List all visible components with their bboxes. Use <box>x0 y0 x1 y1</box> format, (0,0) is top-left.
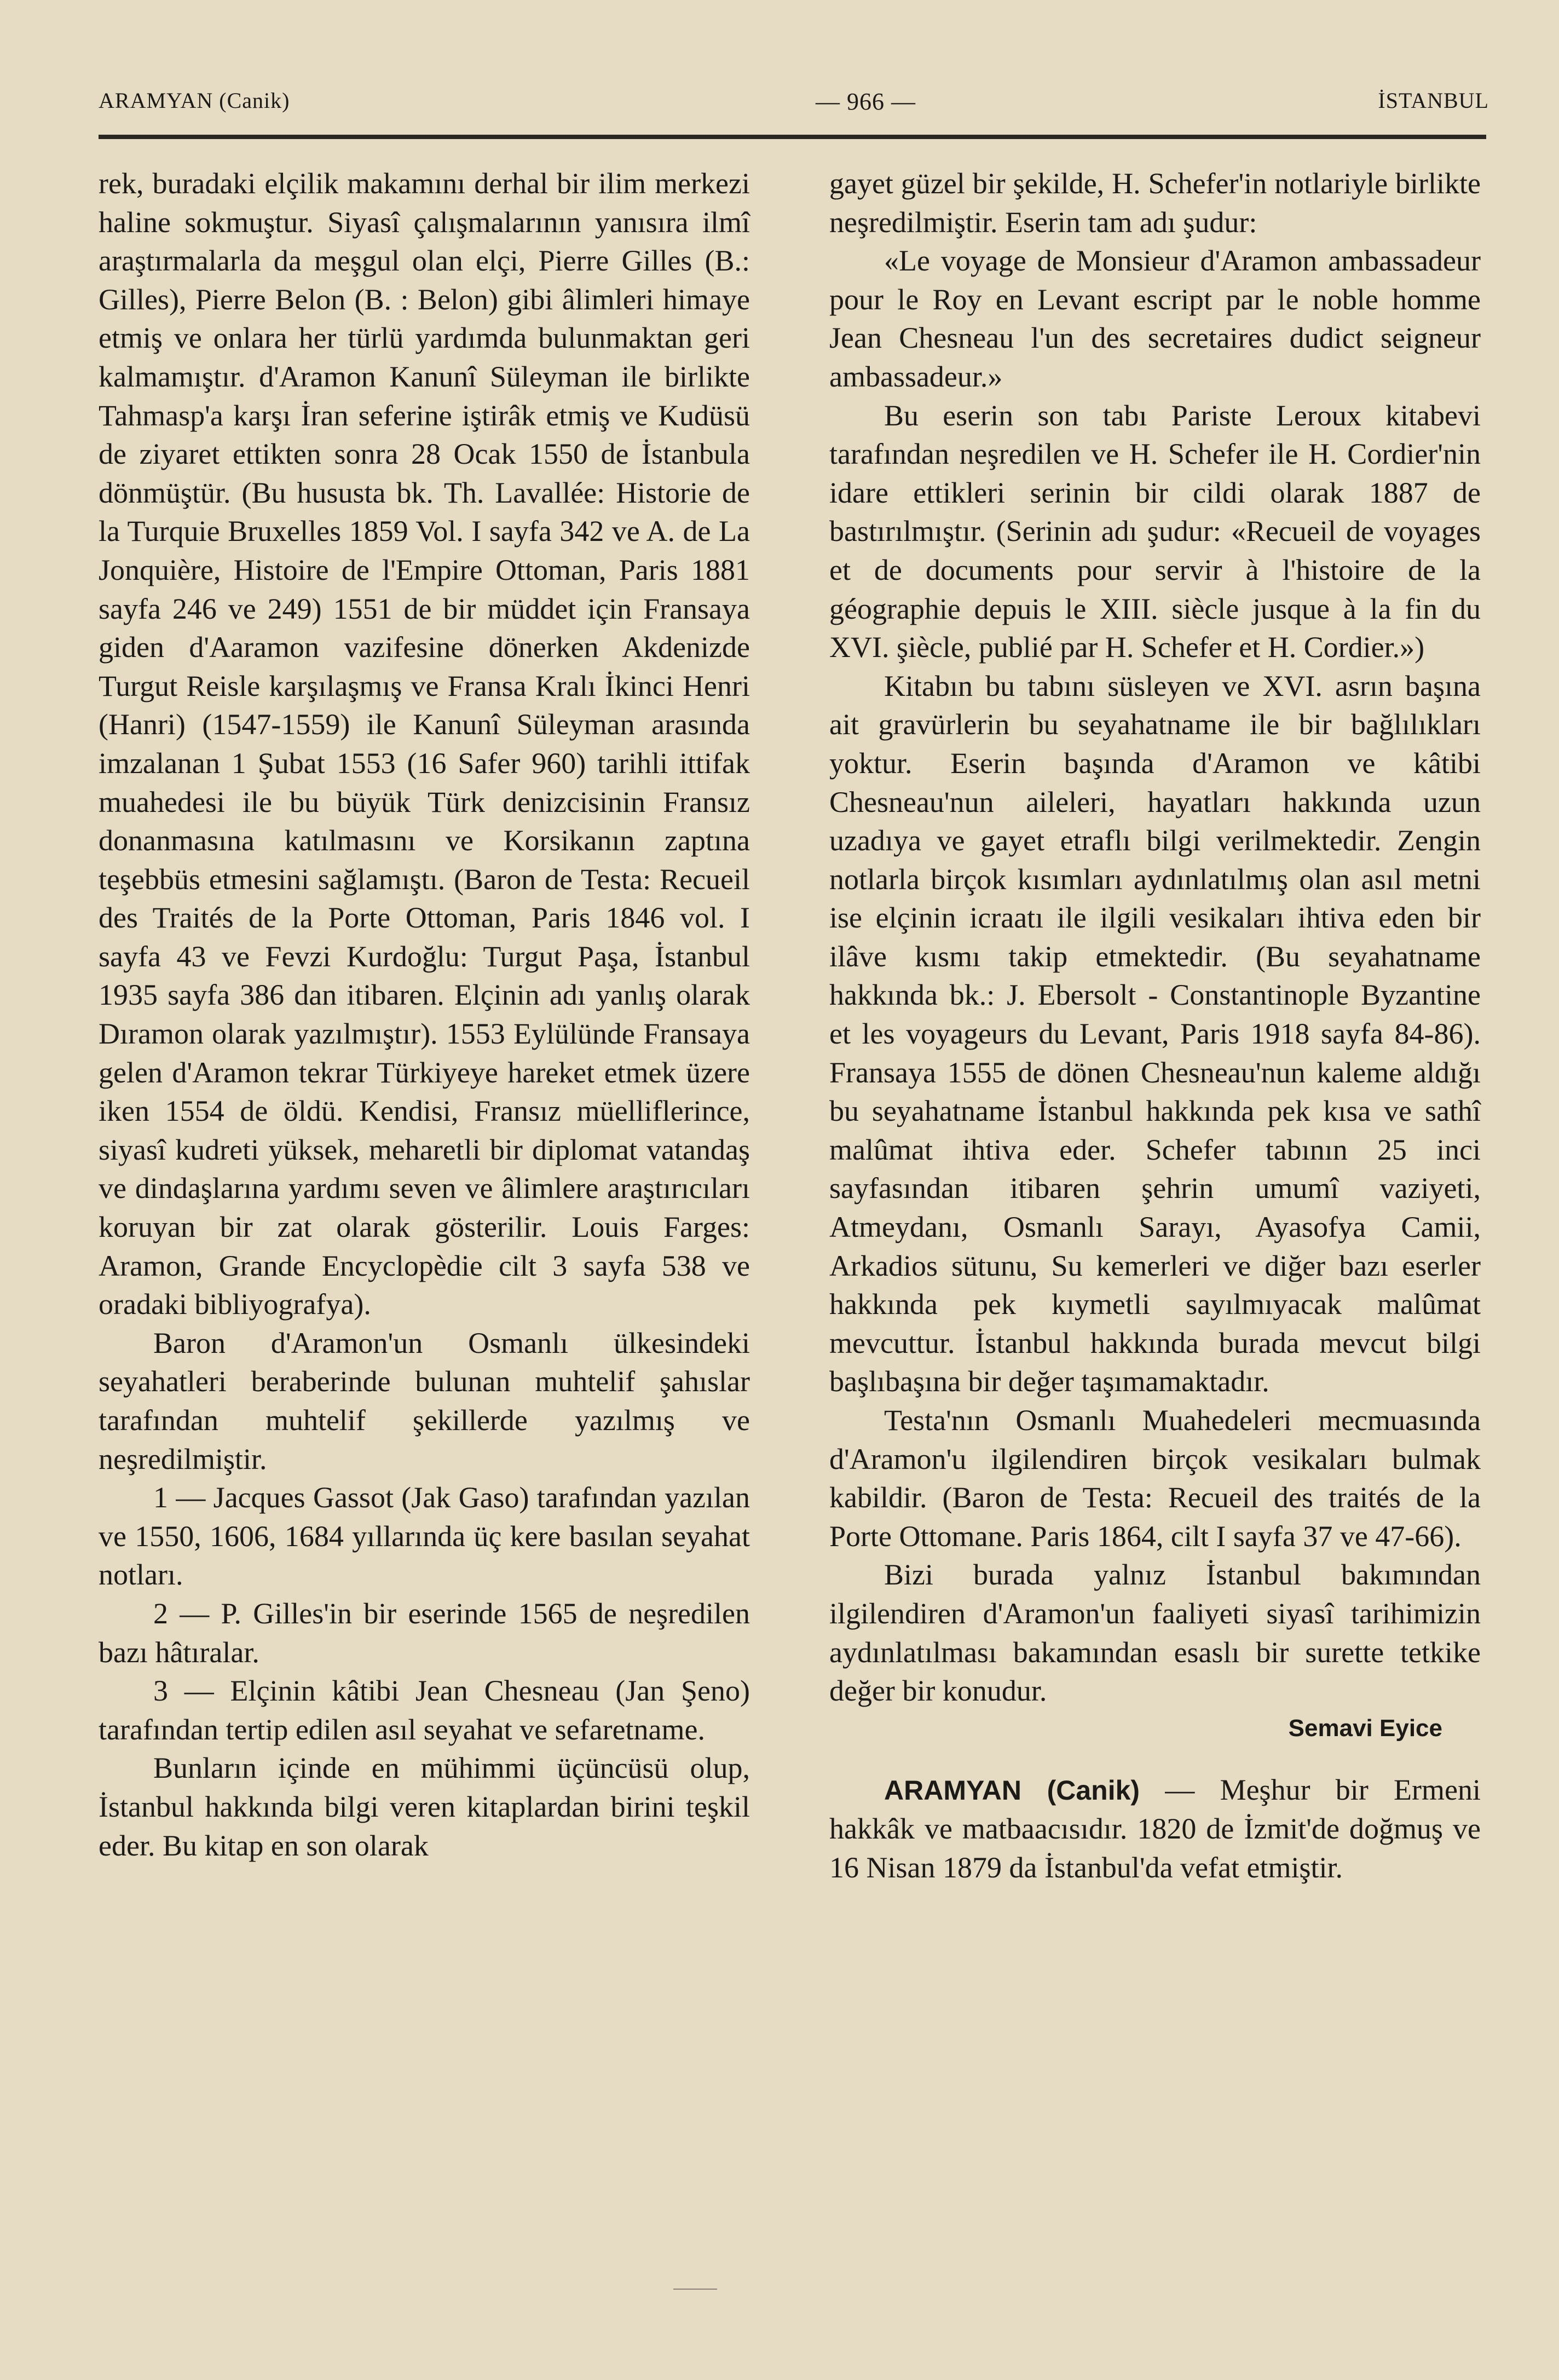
paragraph: Bu eserin son tabı Pariste Leroux kitabevi tarafından neşredilen ve H. Schefer ile H. Cordier'nin idare ettikleri serinin bir cildi olarak 1887 de bastırılmıştır. (Serinin adı şudur: «Recueil de voyages et de documents pour servir à l'histoire de la géographie depuis le XIII. siècle jusque à la fin du XVI. şiècle, publié par H. Schefer et H. Cordier.») <box>829 399 1481 664</box>
paragraph: gayet güzel bir şekilde, H. Schefer'in notlariyle birlikte neşredilmiştir. Eserin tam adı şudur: <box>829 167 1481 239</box>
paragraph: Kitabın bu tabını süsleyen ve XVI. asrın başına ait gravürlerin bu seyahatname ile bir bağlılıkları yoktur. Eserin başında d'Aramon ve kâtibi Chesneau'nun aileleri, hayatları hakkında uzun uzadıya ve gayet etraflı bilgi verilmektedir. Zengin notlarla birçok kısımları aydınlatılmış olan asıl metni ise elçinin icraatı ile ilgili vesikaları ihtiva eden bir ilâve kısmı takip etmektedir. (Bu seyahatname hakkında bk.: J. Ebersolt - Constantinople Byzantine et les voyageurs du Levant, Paris 1918 sayfa 84-86). Fransaya 1555 de dönen Chesneau'nun kaleme aldığı bu seyahatname İstanbul hakkında pek kısa ve sathî malûmat ihtiva eder. Schefer tabının 25 inci sayfasından itibaren şehrin umumî vaziyeti, Atmeydanı, Osmanlı Sarayı, Ayasofya Camii, Arkadios sütunu, Su kemerleri ve diğer bazı eserler hakkında pek kıymetli sayılmıyacak malûmat mevcuttur. İstanbul hakkında burada mevcut bilgi başlıbaşına bir değer taşımamaktadır. <box>829 669 1481 1398</box>
list-item: 1 — Jacques Gassot (Jak Gaso) tarafından yazılan ve 1550, 1606, 1684 yıllarında üç kere basılan seyahat notları. <box>99 1481 750 1592</box>
quoted-title: «Le voyage de Monsieur d'Aramon ambassadeur pour le Roy en Levant escript par le noble homme Jean Chesneau l'un des secretaires dudict seigneur ambassadeur.» <box>829 244 1481 393</box>
header-left-title: ARAMYAN (Canik) <box>99 88 290 113</box>
left-column <box>99 164 750 1865</box>
entry-title: ARAMYAN (Canik) <box>884 1774 1140 1806</box>
header-rule <box>99 135 1486 139</box>
encyclopedia-entry <box>829 1771 1481 1887</box>
paragraph: Bunların içinde en mühimmi üçüncüsü olup, İstanbul hakkında bilgi veren kitaplardan birini teşkil eder. Bu kitap en son olarak <box>99 1751 750 1862</box>
column-end-mark <box>673 2289 717 2290</box>
list-item: 2 — P. Gilles'in bir eserinde 1565 de neşredilen bazı hâtıralar. <box>99 1597 750 1669</box>
author-signature: Semavi Eyice <box>1288 1714 1442 1742</box>
right-column <box>829 164 1481 1887</box>
header-right-title: İSTANBUL <box>1378 88 1489 113</box>
list-item: 3 — Elçinin kâtibi Jean Chesneau (Jan Şeno) tarafından tertip edilen asıl seyahat ve sefaretname. <box>99 1674 750 1746</box>
paragraph: rek, buradaki elçilik makamını derhal bir ilim merkezi haline sokmuştur. Siyasî çalışmalarının yanısıra ilmî araştırmalarla da meşgul olan elçi, Pierre Gilles (B.: Gilles), Pierre Belon (B. : Belon) gibi âlimleri himaye etmiş ve onlara her türlü yardımda bulunmaktan geri kalmamıştır. d'Aramon Kanunî Süleyman ile birlikte Tahmasp'a karşı İran seferine iştirâk etmiş ve Kudüsü de ziyaret ettikten sonra 28 Ocak 1550 de İstanbula dönmüştür. (Bu hususta bk. Th. Lavallée: Historie de la Turquie Bruxelles 1859 Vol. I sayfa 342 ve A. de La Jonquière, Histoire de l'Empire Ottoman, Paris 1881 sayfa 246 ve 249) 1551 de bir müddet için Fransaya giden d'Aaramon vazifesine dönerken Akdenizde Turgut Reisle karşılaşmış ve Fransa Kralı İkinci Henri (Hanri) (1547-1559) ile Kanunî Süleyman arasında imzalanan 1 Şubat 1553 (16 Safer 960) tarihli ittifak muahedesi ile bu büyük Türk denizcisinin Fransız donanmasına katılmasını ve Korsikanın zaptına teşebbüs etmesini sağlamıştı. (Baron de Testa: Recueil des Traités de la Porte Ottoman, Paris 1846 vol. I sayfa 43 ve Fevzi Kurdoğlu: Turgut Paşa, İstanbul 1935 sayfa 386 dan itibaren. Elçinin adı yanlış olarak Dıramon olarak yazılmıştır). 1553 Eylülünde Fransaya gelen d'Aramon tekrar Türkiyeye hareket etmek üzere iken 1554 de öldü. Kendisi, Fransız müelliflerince, siyasî kudreti yüksek, meharetli bir diplomat vatandaş ve dindaşlarına yardımı seven ve âlimlere araştırıcıları koruyan bir zat olarak gösterilir. Louis Farges: Aramon, Grande Encyclopèdie cilt 3 sayfa 538 ve oradaki bibliyografya). <box>99 167 750 1321</box>
paragraph: Bizi burada yalnız İstanbul bakımından ilgilendiren d'Aramon'un faaliyeti siyasî tarihimizin aydınlatılması bakamından esaslı bir surette tetkike değer bir konudur. <box>829 1558 1481 1708</box>
page-number: — 966 — <box>816 88 916 115</box>
paragraph: Testa'nın Osmanlı Muahedeleri mecmuasında d'Aramon'u ilgilendiren birçok vesikaları bulmak kabildir. (Baron de Testa: Recueil des traités de la Porte Ottomane. Paris 1864, cilt I sayfa 37 ve 47-66). <box>829 1404 1481 1553</box>
spacer <box>829 1747 1481 1771</box>
entry-text: — Meşhur bir Ermeni hakkâk ve matbaacısıdır. 1820 de İzmit'de doğmuş ve 16 Nisan 1879 da İstanbul'da vefat etmiştir. <box>829 1773 1481 1884</box>
running-header <box>99 88 1489 131</box>
paragraph: Baron d'Aramon'un Osmanlı ülkesindeki seyahatleri beraberinde bulunan muhtelif şahıslar tarafından muhtelif şekillerde yazılmış ve neşredilmiştir. <box>99 1326 750 1476</box>
